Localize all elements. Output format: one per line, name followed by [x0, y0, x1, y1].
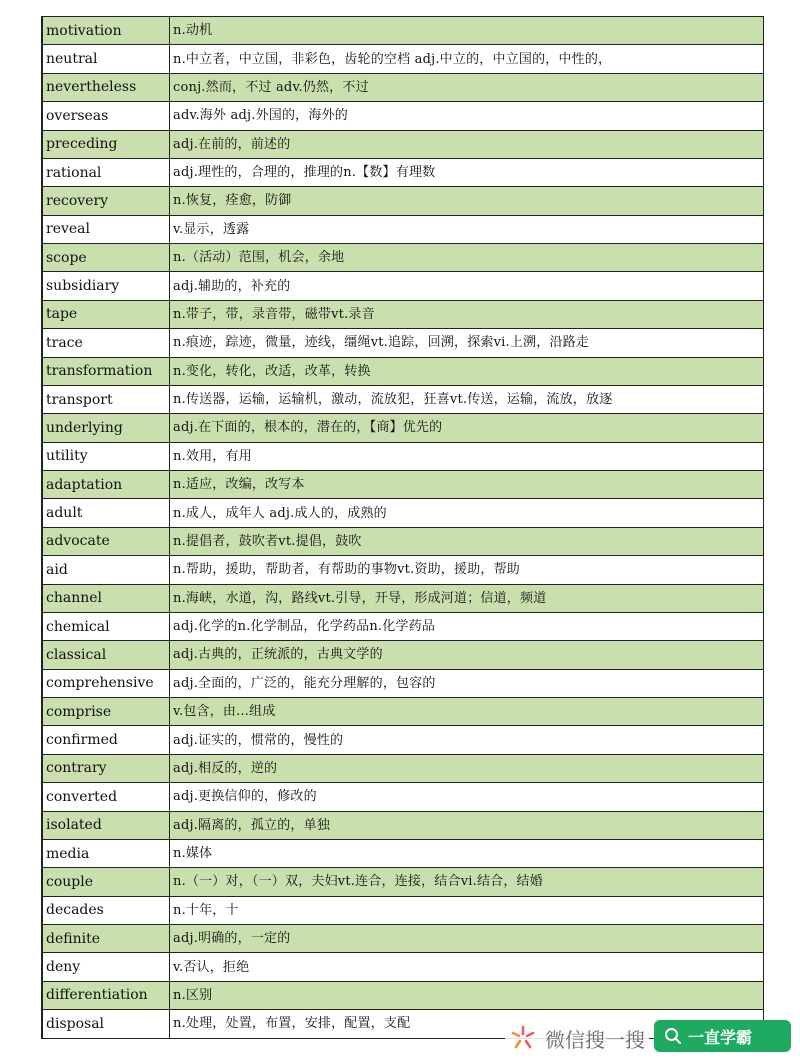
definition-cell: n.处理，处置，布置，安排，配置，支配	[170, 1010, 764, 1038]
word-cell: neutral	[43, 45, 170, 73]
word-cell: adaptation	[43, 471, 170, 499]
definition-cell: n.变化，转化，改适，改革，转换	[170, 357, 764, 385]
table-row	[43, 669, 764, 697]
word-cell: comprise	[43, 698, 170, 726]
table-row	[43, 641, 764, 669]
table-row	[43, 215, 764, 243]
word-cell: converted	[43, 783, 170, 811]
table-row	[43, 272, 764, 300]
word-cell: recovery	[43, 187, 170, 215]
word-cell: confirmed	[43, 726, 170, 754]
table-row	[43, 953, 764, 981]
word-cell: nevertheless	[43, 73, 170, 101]
table-row	[43, 385, 764, 413]
word-cell: definite	[43, 925, 170, 953]
search-icon	[664, 1027, 682, 1045]
table-row	[43, 811, 764, 839]
definition-cell: n.痕迹，踪迹，微量，迹线，缰绳vt.追踪，回溯，探索vi.上溯，沿路走	[170, 329, 764, 357]
word-cell: deny	[43, 953, 170, 981]
word-cell: chemical	[43, 612, 170, 640]
word-cell: reveal	[43, 215, 170, 243]
definition-cell: n.（活动）范围，机会，余地	[170, 244, 764, 272]
definition-cell: adv.海外 adj.外国的，海外的	[170, 102, 764, 130]
table-row	[43, 102, 764, 130]
table-row	[43, 839, 764, 867]
watermark-account-name: 一直学霸	[688, 1027, 753, 1047]
definition-cell: adj.明确的，一定的	[170, 925, 764, 953]
definition-cell: n.成人，成年人 adj.成人的，成熟的	[170, 499, 764, 527]
definition-cell: v.显示，透露	[170, 215, 764, 243]
definition-cell: adj.在前的，前述的	[170, 130, 764, 158]
definition-cell: adj.全面的，广泛的，能充分理解的，包容的	[170, 669, 764, 697]
definition-cell: n.传送器，运输，运输机，激动，流放犯，狂喜vt.传送，运输，流放，放逐	[170, 385, 764, 413]
word-cell: preceding	[43, 130, 170, 158]
definition-cell: n.提倡者，鼓吹者vt.提倡，鼓吹	[170, 527, 764, 555]
vocab-table-wrapper	[41, 16, 764, 1039]
wechat-search-logo-icon	[509, 1024, 537, 1052]
word-cell: motivation	[43, 17, 170, 45]
definition-cell: adj.隔离的，孤立的，单独	[170, 811, 764, 839]
table-row	[43, 783, 764, 811]
table-row	[43, 925, 764, 953]
table-row	[43, 981, 764, 1009]
word-cell: isolated	[43, 811, 170, 839]
word-cell: scope	[43, 244, 170, 272]
table-row	[43, 868, 764, 896]
word-cell: trace	[43, 329, 170, 357]
table-row	[43, 612, 764, 640]
definition-cell: adj.在下面的，根本的，潜在的，【商】优先的	[170, 414, 764, 442]
table-row	[43, 527, 764, 555]
table-row	[43, 471, 764, 499]
table-row	[43, 357, 764, 385]
table-row	[43, 300, 764, 328]
definition-cell: adj.更换信仰的，修改的	[170, 783, 764, 811]
word-cell: advocate	[43, 527, 170, 555]
word-cell: channel	[43, 584, 170, 612]
definition-cell: n.（一）对，（一）双，夫妇vt.连合，连接，结合vi.结合，结婚	[170, 868, 764, 896]
word-cell: rational	[43, 158, 170, 186]
definition-cell: conj.然而，不过 adv.仍然，不过	[170, 73, 764, 101]
table-row	[43, 499, 764, 527]
definition-cell: n.帮助，援助，帮助者，有帮助的事物vt.资助，援助，帮助	[170, 556, 764, 584]
table-row	[43, 73, 764, 101]
watermark-account-pill	[654, 1020, 791, 1052]
definition-cell: adj.证实的，惯常的，慢性的	[170, 726, 764, 754]
table-row	[43, 896, 764, 924]
vocab-table-body	[43, 17, 764, 1039]
table-row	[43, 158, 764, 186]
word-cell: subsidiary	[43, 272, 170, 300]
definition-cell: n.适应，改编，改写本	[170, 471, 764, 499]
definition-cell: n.动机	[170, 17, 764, 45]
table-row	[43, 414, 764, 442]
word-cell: media	[43, 839, 170, 867]
definition-cell: adj.辅助的，补充的	[170, 272, 764, 300]
table-row	[43, 698, 764, 726]
table-row	[43, 584, 764, 612]
definition-cell: n.十年，十	[170, 896, 764, 924]
definition-cell: v.否认，拒绝	[170, 953, 764, 981]
word-cell: decades	[43, 896, 170, 924]
definition-cell: n.媒体	[170, 839, 764, 867]
table-row	[43, 130, 764, 158]
definition-cell: adj.古典的，正统派的，古典文学的	[170, 641, 764, 669]
table-row	[43, 45, 764, 73]
definition-cell: n.带子，带，录音带，磁带vt.录音	[170, 300, 764, 328]
table-row	[43, 187, 764, 215]
word-cell: adult	[43, 499, 170, 527]
definition-cell: n.区别	[170, 981, 764, 1009]
table-row	[43, 244, 764, 272]
table-row	[43, 329, 764, 357]
definition-cell: n.海峡，水道，沟，路线vt.引导，开导，形成河道；信道，频道	[170, 584, 764, 612]
vocab-table	[42, 16, 764, 1039]
word-cell: transformation	[43, 357, 170, 385]
definition-cell: adj.化学的n.化学制品，化学药品n.化学药品	[170, 612, 764, 640]
table-row	[43, 726, 764, 754]
word-cell: underlying	[43, 414, 170, 442]
table-row	[43, 442, 764, 470]
table-row	[43, 754, 764, 782]
definition-cell: n.中立者，中立国，非彩色，齿轮的空档 adj.中立的，中立国的，中性的，	[170, 45, 764, 73]
word-cell: comprehensive	[43, 669, 170, 697]
table-row	[43, 17, 764, 45]
word-cell: differentiation	[43, 981, 170, 1009]
word-cell: aid	[43, 556, 170, 584]
word-cell: disposal	[43, 1010, 170, 1038]
definition-cell: adj.相反的，逆的	[170, 754, 764, 782]
definition-cell: n.效用，有用	[170, 442, 764, 470]
word-cell: contrary	[43, 754, 170, 782]
word-cell: tape	[43, 300, 170, 328]
word-cell: utility	[43, 442, 170, 470]
watermark-search-text: 微信搜一搜	[545, 1027, 645, 1052]
word-cell: classical	[43, 641, 170, 669]
definition-cell: n.恢复，痊愈，防御	[170, 187, 764, 215]
wechat-search-watermark	[505, 1020, 649, 1056]
word-cell: overseas	[43, 102, 170, 130]
word-cell: transport	[43, 385, 170, 413]
definition-cell: v.包含，由...组成	[170, 698, 764, 726]
word-cell: couple	[43, 868, 170, 896]
table-row	[43, 556, 764, 584]
definition-cell: adj.理性的，合理的，推理的n.【数】有理数	[170, 158, 764, 186]
